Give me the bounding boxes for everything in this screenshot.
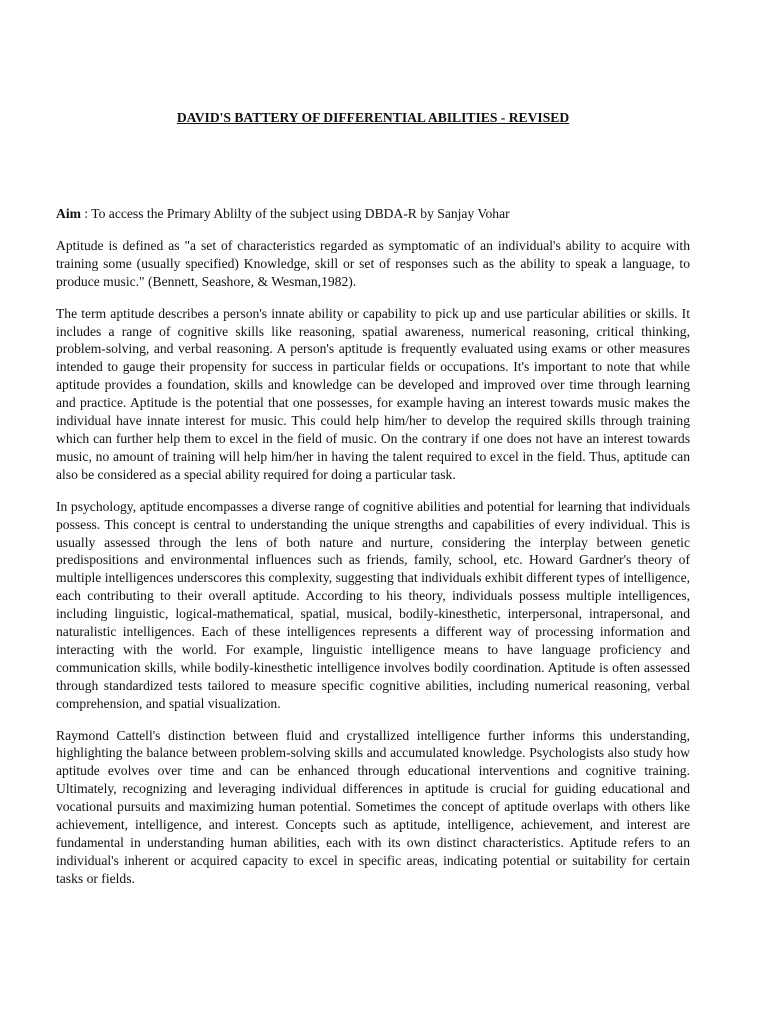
aim-label: Aim — [56, 206, 81, 221]
paragraph-aptitude-description: The term aptitude describes a person's innate ability or capability to pick up and use particular abilities or skills. It includes a range of cognitive skills like reasoning, spatial awareness, numerical reasoning, critical thinking, problem-solving, and verbal reasoning. A person's aptitude is frequently evaluated using exams or other measures intended to gauge their propensity for success in particular fields or occupations. It's important to note that while aptitude provides a foundation, skills and knowledge can be developed and improved over time through learning and practice. Aptitude is the potential that one possesses, for example having an interest towards music makes the individual have innate interest for music. This could help him/her to develop the required skills through training which can further help them to excel in the field of music. On the contrary if one does not have an interest towards music, no amount of training will help him/her in having the talent required to excel in the field. Thus, aptitude can also be considered as a special ability required for doing a particular task. — [56, 305, 690, 482]
paragraph-cattell-intelligence: Raymond Cattell's distinction between fluid and crystallized intelligence further informs this understanding, highlighting the balance between problem-solving skills and accumulated knowledge. Psychologists also study how aptitude evolves over time and can be enhanced through educational interventions and cognitive training. Ultimately, recognizing and leveraging individual differences in aptitude is crucial for guiding educational and vocational pursuits and maximizing human potential. Sometimes the concept of aptitude overlaps with others like achievement, intelligence, and interest. Concepts such as aptitude, intelligence, achievement, and interest are fundamental in understanding human abilities, each with its own distinct characteristics. Aptitude refers to an individual's inherent or acquired capacity to excel in specific areas, indicating potential or suitability for certain tasks or fields. — [56, 727, 690, 886]
document-body — [56, 205, 690, 902]
aim-text: : To access the Primary Ablilty of the subject using DBDA-R by Sanjay Vohar — [80, 206, 510, 221]
paragraph-aptitude-psychology: In psychology, aptitude encompasses a diverse range of cognitive abilities and potential for learning that individuals possess. This concept is central to understanding the unique strengths and capabilities of every individual. This is usually assessed through the lens of both nature and nurture, considering the interplay between genetic predispositions and environmental influences such as friends, family, school, etc. Howard Gardner's theory of multiple intelligences underscores this complexity, suggesting that individuals exhibit different types of intelligence, each contributing to their overall aptitude. According to his theory, individuals possess multiple intelligences, including linguistic, logical-mathematical, spatial, musical, bodily-kinesthetic, interpersonal, intrapersonal, and naturalistic intelligences. Each of these intelligences represents a different way of processing information and interacting with the world. For example, linguistic intelligence means to have language proficiency and communication skills, while bodily-kinesthetic intelligence involves bodily coordination. Aptitude is often assessed through standardized tests tailored to measure specific cognitive abilities, including numerical reasoning, verbal comprehension, and spatial visualization. — [56, 498, 690, 711]
document-title: DAVID'S BATTERY OF DIFFERENTIAL ABILITIES - REVISED — [176, 110, 570, 125]
aim-statement — [56, 205, 690, 223]
paragraph-aptitude-definition: Aptitude is defined as "a set of characteristics regarded as symptomatic of an individual's ability to acquire with training some (usually specified) Knowledge, skill or set of responses such as the ability to speak a language, to produce music." (Bennett, Seashore, & Wesman,1982). — [56, 237, 690, 289]
